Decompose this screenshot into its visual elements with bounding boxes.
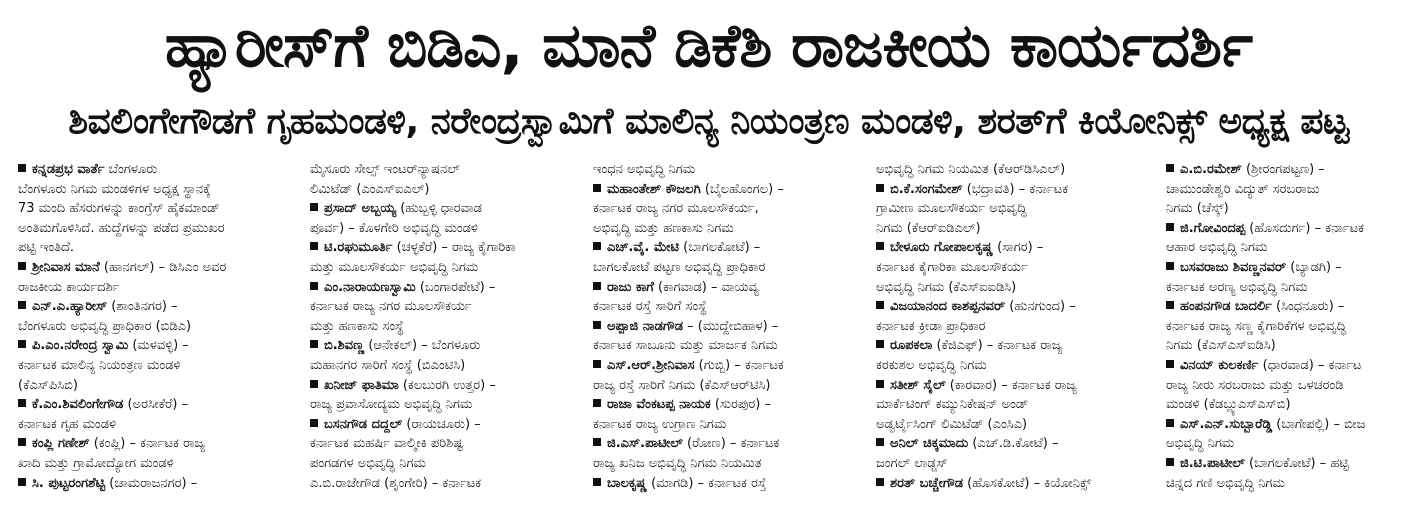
appointment-entry bbox=[876, 376, 1146, 435]
bullet-icon bbox=[593, 282, 601, 290]
appointment-text-line: ಲಿಮಿಟೆಡ್ (ಎಂಎಸ್‌ಐಎಲ್) bbox=[310, 181, 430, 197]
appointment-entry bbox=[1166, 356, 1416, 415]
appointee-detail: (ಬೈಲಹೊಂಗಲ) – bbox=[700, 181, 784, 197]
appointment-text-line: ಕರ್ನಾಟಕ ರಸ್ತೆ ಸಾರಿಗೆ ಸಂಸ್ಥೆ bbox=[593, 299, 707, 315]
bullet-icon bbox=[593, 360, 601, 368]
bullet-icon bbox=[310, 242, 318, 250]
appointment-entry bbox=[1166, 219, 1416, 258]
bullet-icon bbox=[18, 262, 26, 270]
appointment-entry bbox=[1166, 160, 1416, 219]
appointment-entry bbox=[18, 297, 293, 336]
bullet-icon bbox=[876, 438, 884, 446]
appointment-continuation bbox=[310, 474, 570, 494]
dateline-name: ಕನ್ನಡಪ್ರಭ ವಾರ್ತೆ bbox=[32, 162, 105, 177]
bullet-icon bbox=[310, 282, 318, 290]
article-body bbox=[18, 160, 1413, 529]
appointment-entry bbox=[1166, 454, 1416, 493]
bullet-icon bbox=[1166, 262, 1174, 270]
appointment-entry bbox=[593, 180, 853, 239]
appointee-name: ಕಂಪ್ಲಿ ಗಣೇಶ್ bbox=[32, 436, 90, 452]
appointee-name: ಅಪ್ಪಾಜಿ ನಾಡಗೌಡ bbox=[607, 318, 683, 334]
bullet-icon bbox=[1166, 301, 1174, 309]
appointment-entry bbox=[1166, 258, 1416, 297]
bullet-icon bbox=[876, 242, 884, 250]
column-3 bbox=[593, 160, 853, 529]
appointment-entry bbox=[593, 474, 853, 494]
appointment-entry bbox=[310, 336, 570, 375]
column-5 bbox=[1166, 160, 1416, 529]
appointment-text-line: ಮಂಡಳಿ (ಕೆಡಬ್ಲ್ಯುಎಸ್‌ಎಸ್‌ಬಿ) bbox=[1166, 397, 1291, 413]
bullet-icon bbox=[18, 399, 26, 407]
appointee-detail: (ಹುಬ್ಬಳ್ಳಿ ಧಾರವಾಡ bbox=[396, 201, 482, 217]
appointee-name: ಎ.ಬಿ.ರಮೇಶ್ bbox=[1180, 162, 1242, 177]
appointment-entry bbox=[876, 336, 1146, 375]
appointee-name: ರಾಜು ಕಾಗೆ bbox=[607, 279, 654, 295]
appointment-text-line: ಕರ್ನಾಟಕ ರಾಜ್ಯ ನಗರ ಮೂಲಸೌಕರ್ಯ, bbox=[593, 201, 759, 217]
bullet-icon bbox=[1166, 164, 1174, 172]
appointment-entry bbox=[593, 317, 853, 356]
bullet-icon bbox=[310, 419, 318, 427]
appointment-text-line: ಪೂರ್ವ) – ಕೊಳಗೇರಿ ಅಭಿವೃದ್ಧಿ ಮಂಡಳಿ bbox=[310, 220, 479, 236]
appointment-entry bbox=[310, 278, 570, 337]
appointment-text-line: ಗ್ರಾಮೀಣ ಮೂಲಸೌಕರ್ಯ ಅಭಿವೃದ್ಧಿ bbox=[876, 201, 1027, 217]
column-4 bbox=[876, 160, 1146, 529]
appointee-detail: (ಗುಬ್ಬಿ) – ಕರ್ನಾಟಕ bbox=[694, 357, 784, 373]
appointment-text-line: ಕರ್ನಾಟಕ ಕ್ರೀಡಾ ಪ್ರಾಧಿಕಾರ bbox=[876, 318, 986, 334]
appointee-detail: (ಮಳವಳ್ಳಿ) – bbox=[128, 338, 189, 354]
appointee-detail: (ಹೊಸದುರ್ಗ) – ಕರ್ನಾಟಕ bbox=[1245, 220, 1364, 236]
appointment-text-line: ಬಾಗಲಕೋಟೆ ಪಟ್ಟಣ ಅಭಿವೃದ್ಧಿ ಪ್ರಾಧಿಕಾರ bbox=[593, 259, 766, 275]
appointee-detail: (ಶ್ರೀರಂಗಪಟ್ಟಣ) – bbox=[1241, 162, 1325, 177]
appointee-name: ಎಸ್.ಎನ್.ಸುಬ್ಬಾರೆಡ್ಡಿ bbox=[1180, 416, 1273, 432]
appointee-detail: (ಕಾಗವಾಡ) – ವಾಯವ್ಯ bbox=[653, 279, 759, 295]
appointee-detail: (ಬಾಗಲಕೋಟೆ) – bbox=[679, 240, 761, 256]
intro-paragraph bbox=[18, 160, 293, 258]
appointment-entry bbox=[18, 474, 293, 494]
appointment-continuation bbox=[593, 160, 853, 180]
appointee-detail: (ಶಾಂತಿನಗರ) – bbox=[107, 299, 178, 315]
appointee-detail: (ಮಾಗಡಿ) – ಕರ್ನಾಟಕ ರಸ್ತೆ bbox=[646, 475, 767, 491]
appointee-name: ಬೇಳೂರು ಗೋಪಾಲಕೃಷ್ಣ bbox=[890, 240, 994, 256]
appointment-text-line: ಕರ್ನಾಟಕ ರಾಜ್ಯ ನಗರ ಮೂಲಸೌಕರ್ಯ bbox=[310, 299, 472, 315]
bullet-icon bbox=[1166, 360, 1174, 368]
bullet-icon bbox=[18, 478, 26, 486]
appointee-name: ಅನಿಲ್ ಚಿಕ್ಕಮಾದು bbox=[890, 436, 969, 452]
appointee-name: ಸತೀಶ್ ಸೈಲ್ bbox=[890, 377, 946, 393]
appointment-text-line: ಚಿನ್ನದ ಗಣಿ ಅಭಿವೃದ್ಧಿ ನಿಗಮ bbox=[1166, 475, 1285, 491]
appointee-name: ಹಂಪನಗೌಡ ಬಾದರ್ಲಿ bbox=[1180, 299, 1272, 315]
bullet-icon bbox=[876, 478, 884, 486]
appointment-text-line: ನಿಗಮ (ಕೆಆರ್‌ಐಡಿಎಲ್) bbox=[876, 220, 981, 236]
appointee-detail: (ಸುರಪುರ) – bbox=[710, 397, 772, 413]
appointee-detail: (ಕಂಪ್ಲಿ) – ಕರ್ನಾಟಕ ರಾಜ್ಯ bbox=[89, 436, 205, 452]
appointee-name: ವಿಜಯಾನಂದ ಕಾಶಪ್ಪನವರ್ bbox=[890, 299, 1006, 315]
appointment-text-line: ಕರ್ನಾಟಕ ಕೈಗಾರಿಕಾ ಮೂಲಸೌಕರ್ಯ bbox=[876, 259, 1028, 275]
bullet-icon bbox=[593, 399, 601, 407]
intro-line: ಪಟ್ಟಿ ಇಂತಿದೆ. bbox=[18, 240, 75, 256]
subheadline: ಶಿವಲಿಂಗೇಗೌಡಗೆ ಗೃಹಮಂಡಳಿ, ನರೇಂದ್ರಸ್ವಾಮಿಗೆ ಮಾಲಿನ್ಯ ನಿಯಂತ್ರಣ ಮಂಡಳಿ, ಶರತ್‌ಗೆ ಕಿಯೋನಿಕ್ಸ್ ಅಧ್ಯಕ್ಷ ಪಟ್ಟ bbox=[68, 101, 1349, 142]
appointee-name: ಎಸ್.ಆರ್.ಶ್ರೀನಿವಾಸ bbox=[607, 357, 695, 373]
dateline-place: ಬೆಂಗಳೂರು bbox=[104, 162, 158, 177]
appointment-text-line: ನಿಗಮ (ಚೆಸ್ಕ್) bbox=[1166, 201, 1229, 217]
appointment-text-line: ಕರ್ನಾಟಕ ಮಹರ್ಷಿ ವಾಲ್ಮೀಕಿ ಪರಿಶಿಷ್ಟ bbox=[310, 436, 463, 452]
appointee-name: ಎಚ್.ವೈ. ಮೇಟಿ bbox=[607, 240, 680, 256]
bullet-icon bbox=[310, 203, 318, 211]
appointment-entry bbox=[310, 199, 570, 238]
bullet-icon bbox=[18, 301, 26, 309]
column-2 bbox=[310, 160, 570, 529]
appointee-name: ಶರತ್ ಬಚ್ಚೇಗೌಡ bbox=[890, 475, 964, 491]
appointee-detail: (ಬಾಗೇಪಲ್ಲಿ) – ಬೀಜ bbox=[1272, 416, 1366, 432]
appointment-text-line: ಕರ್ನಾಟಕ ಸಾಬೂನು ಮತ್ತು ಮಾರ್ಜಕ ನಿಗಮ bbox=[593, 338, 778, 354]
appointee-name: ಪಿ.ಎಂ.ನರೇಂದ್ರ ಸ್ವಾಮಿ bbox=[32, 338, 129, 354]
appointment-text-line: ಇಂಧನ ಅಭಿವೃದ್ಧಿ ನಿಗಮ bbox=[593, 162, 696, 177]
appointee-name: ಪ್ರಸಾದ್ ಅಬ್ಬಯ್ಯ bbox=[324, 201, 397, 217]
appointee-detail: (ಬಂಗಾರಪೇಟೆ) – bbox=[415, 279, 496, 295]
appointment-text-line: ಕರಕುಶಲ ಅಭಿವೃದ್ಧಿ ನಿಗಮ bbox=[876, 357, 987, 373]
appointee-detail: (ಭದ್ರಾವತಿ) – ಕರ್ನಾಟಕ bbox=[962, 181, 1069, 197]
appointee-detail: (ಅರಸೀಕೆರೆ) – bbox=[123, 397, 189, 413]
headline: ಹ್ಯಾರೀಸ್‌ಗೆ ಬಿಡಿಎ, ಮಾನೆ ಡಿಕೆಶಿ ರಾಜಕೀಯ ಕಾರ್ಯದರ್ಶಿ bbox=[164, 11, 1253, 81]
appointee-name: ಸಿ. ಪುಟ್ಟರಂಗಶೆಟ್ಟಿ bbox=[32, 475, 106, 491]
appointment-text-line: ಮಹಾನಗರ ಸಾರಿಗೆ ಸಂಸ್ಥೆ (ಬಿಎಂಟಿಸಿ) bbox=[310, 357, 466, 373]
appointee-detail: (ರೋಣ) – ಕರ್ನಾಟಕ bbox=[682, 436, 780, 452]
appointment-entry bbox=[310, 376, 570, 415]
appointee-name: ಜಿ.ಗೋವಿಂದಪ್ಪ bbox=[1180, 220, 1246, 236]
appointee-detail: (ಚಾಮರಾಜನಗರ) – bbox=[105, 475, 198, 491]
appointment-text-line: (ಕೆಎಸ್‌ಪಿಸಿಬಿ) bbox=[18, 377, 78, 393]
appointment-text-line: ಕರ್ನಾಟಕ ಗೃಹ ಮಂಡಳಿ bbox=[18, 416, 117, 432]
appointee-name: ಖನೀಜ್ ಫಾತಿಮಾ bbox=[324, 377, 399, 393]
appointment-entry bbox=[876, 474, 1146, 494]
appointment-entry bbox=[310, 415, 570, 474]
appointment-entry bbox=[593, 278, 853, 317]
appointment-entry bbox=[593, 395, 853, 434]
appointee-name: ಎಂ.ನಾರಾಯಣಸ್ವಾಮಿ bbox=[324, 279, 416, 295]
bullet-icon bbox=[18, 438, 26, 446]
appointment-text-line: ನಿಗಮ (ಕೆಎಸ್‌ಎಸ್‌ಐಡಿಸಿ) bbox=[1166, 338, 1276, 354]
appointee-detail: (ಕೆಜಿಎಫ್) – ಕರ್ನಾಟಕ ರಾಜ್ಯ bbox=[932, 338, 1063, 354]
appointment-text-line: ಆಹಾರ ಅಭಿವೃದ್ಧಿ ನಿಗಮ bbox=[1166, 240, 1268, 256]
bullet-icon bbox=[1166, 458, 1174, 466]
bullet-icon bbox=[1166, 223, 1174, 231]
bullet-icon bbox=[18, 340, 26, 348]
appointee-name: ರೂಪಕಲಾ bbox=[890, 338, 933, 354]
appointee-name: ಜಿ.ಟಿ.ಪಾಟೀಲ್ bbox=[1180, 455, 1245, 471]
appointee-detail: (ಎಚ್.ಡಿ.ಕೋಟೆ) – bbox=[968, 436, 1059, 452]
appointment-entry bbox=[18, 336, 293, 395]
appointee-detail: (ಸಿಂಧನೂರು) – bbox=[1271, 299, 1345, 315]
appointee-detail: (ಕಾರವಾರ) – ಕರ್ನಾಟಕ ರಾಜ್ಯ bbox=[945, 377, 1077, 393]
appointee-detail: – (ಮುದ್ದೇಬಿಹಾಳ) – bbox=[683, 318, 779, 334]
appointee-detail: (ಹೊಸಕೋಟೆ) – ಕಿಯೋನಿಕ್ಸ್ bbox=[963, 475, 1092, 491]
appointment-entry bbox=[18, 434, 293, 473]
bullet-icon bbox=[593, 438, 601, 446]
appointment-text-line: ರಾಜ್ಯ ನೀರು ಸರಬರಾಜು ಮತ್ತು ಒಳಚರಂಡಿ bbox=[1166, 377, 1344, 393]
appointment-entry bbox=[18, 258, 293, 297]
appointee-detail: (ಆನೇಕಲ್) – ಬೆಂಗಳೂರು bbox=[364, 338, 481, 354]
appointment-text-line: ಕರ್ನಾಟಕ ಅರಣ್ಯ ಅಭಿವೃದ್ಧಿ ನಿಗಮ bbox=[1166, 279, 1308, 295]
appointment-entry bbox=[593, 238, 853, 277]
appointment-text-line: ಮೈಸೂರು ಸೇಲ್ಸ್ ಇಂಟರ್‌ನ್ಯಾಷನಲ್ bbox=[310, 162, 460, 177]
appointment-entry bbox=[18, 395, 293, 434]
bullet-icon bbox=[876, 184, 884, 192]
appointee-name: ಜಿ.ಎಸ್.ಪಾಟೀಲ್ bbox=[607, 436, 683, 452]
appointee-name: ಟಿ.ರಘುಮೂರ್ತಿ bbox=[324, 240, 393, 256]
appointment-text-line: ರಾಜಕೀಯ ಕಾರ್ಯದರ್ಶಿ bbox=[18, 279, 120, 295]
appointment-continuation bbox=[876, 160, 1146, 180]
appointment-text-line: ಮತ್ತು ಮೂಲಸೌಕರ್ಯ ಅಭಿವೃದ್ಧಿ ನಿಗಮ bbox=[310, 259, 479, 275]
appointee-detail: (ಚಳ್ಳಕೆರೆ) – ರಾಜ್ಯ ಕೈಗಾರಿಕಾ bbox=[392, 240, 516, 256]
appointee-detail: (ಬಾಗಲಕೋಟೆ) – ಹಟ್ಟಿ bbox=[1244, 455, 1349, 471]
appointee-detail: (ಹುನಗುಂದ) – bbox=[1005, 299, 1076, 315]
bullet-icon bbox=[593, 184, 601, 192]
appointment-text-line: ಜಂಗಲ್ ಲಾಡ್ಜಸ್ bbox=[876, 455, 948, 471]
appointment-text-line: ಕರ್ನಾಟಕ ರಾಜ್ಯ ಸಣ್ಣ ಕೈಗಾರಿಕೆಗಳ ಅಭಿವೃದ್ಧಿ bbox=[1166, 318, 1347, 334]
appointment-entry bbox=[876, 297, 1146, 336]
appointment-text-line: ಮಾರ್ಕೆಟಿಂಗ್ ಕಮ್ಯುನಿಕೇಷನ್ ಅಂಡ್ bbox=[876, 397, 1029, 413]
appointment-entry bbox=[876, 180, 1146, 239]
appointee-detail: (ಬ್ಯಾಡಗಿ) – bbox=[1286, 259, 1342, 275]
appointment-text-line: ರಾಜ್ಯ ರಸ್ತೆ ಸಾರಿಗೆ ನಿಗಮ (ಕೆಎಸ್ಆರ್‌ಟಿಸಿ) bbox=[593, 377, 771, 393]
appointment-text-line: ಖಾದಿ ಮತ್ತು ಗ್ರಾಮೋದ್ಯೋಗ ಮಂಡಳಿ bbox=[18, 455, 174, 471]
appointee-name: ಬಾಲಕೃಷ್ಣ bbox=[607, 475, 647, 491]
appointee-detail: (ಹಾನಗಲ್) – ಡಿಸಿಎಂ ಅವರ bbox=[99, 259, 227, 275]
appointee-name: ಬಿ.ಶಿವಣ್ಣ bbox=[324, 338, 365, 354]
appointee-name: ಬಸವರಾಜು ಶಿವಣ್ಣನವರ್ bbox=[1180, 259, 1287, 275]
appointee-name: ಬಸನಗೌಡ ದದ್ದಲ್ bbox=[324, 416, 403, 432]
bullet-icon bbox=[593, 242, 601, 250]
appointment-text-line: ರಾಜ್ಯ ಪ್ರವಾಸೋದ್ಯಮ ಅಭಿವೃದ್ಧಿ ನಿಗಮ bbox=[310, 397, 473, 413]
appointment-text-line: ಮತ್ತು ಹಣಕಾಸು ಸಂಸ್ಥೆ bbox=[310, 318, 404, 334]
appointment-entry bbox=[1166, 297, 1416, 356]
appointment-text-line: ಅಡ್ವರ್ಟೈಸಿಂಗ್ ಲಿಮಿಟೆಡ್ (ಎಂಸಿಎ) bbox=[876, 416, 1028, 432]
appointment-text-line: ಚಾಮುಂಡೇಶ್ವರಿ ವಿದ್ಯುತ್ ಸರಬರಾಜು bbox=[1166, 181, 1320, 197]
appointee-detail: (ಕಲಬುರಗಿ ಉತ್ತರ) – bbox=[398, 377, 496, 393]
bullet-icon bbox=[593, 321, 601, 329]
appointment-text-line: ಅಭಿವೃದ್ಧಿ ನಿಗಮ ನಿಯಮಿತ (ಕೆಆರ್‌ಡಿಸಿಎಲ್) bbox=[876, 162, 1066, 177]
appointee-name: ಕೆ.ಎಂ.ಶಿವಲಿಂಗೇಗೌಡ bbox=[32, 397, 124, 413]
intro-line: ಬೆಂಗಳೂರು ನಿಗಮ ಮಂಡಳಿಗಳ ಅಧ್ಯಕ್ಷ ಸ್ಥಾನಕ್ಕೆ bbox=[18, 181, 211, 197]
intro-line: ಅಂತಿಮಗೊಳಿಸಿದೆ. ಹುದ್ದೆಗಳನ್ನು ಪಡೆದ ಪ್ರಮುಖರ bbox=[18, 220, 225, 236]
appointment-text-line: ಅಭಿವೃದ್ಧಿ ನಿಗಮ bbox=[1166, 436, 1235, 452]
bullet-icon bbox=[1166, 419, 1174, 427]
appointment-entry bbox=[593, 356, 853, 395]
bullet-icon bbox=[593, 478, 601, 486]
appointee-name: ವಿನಯ್ ಕುಲಕರ್ಣಿ bbox=[1180, 357, 1259, 373]
appointee-name: ಮಹಾಂತೇಶ್ ಕೌಜಲಗಿ bbox=[607, 181, 701, 197]
column-1 bbox=[18, 160, 293, 529]
appointee-name: ಶ್ರೀನಿವಾಸ ಮಾನೆ bbox=[32, 259, 100, 275]
appointee-detail: (ಸಾಗರ) – bbox=[993, 240, 1044, 256]
appointee-detail: (ಧಾರವಾಡ) – ಕರ್ನಾಟ bbox=[1258, 357, 1362, 373]
bullet-icon bbox=[876, 380, 884, 388]
appointment-text-line: ಕರ್ನಾಟಕ ರಾಜ್ಯ ಉಗ್ರಾಣ ನಿಗಮ bbox=[593, 416, 727, 432]
appointment-text-line: ರಾಜ್ಯ ಖನಿಜ ಅಭಿವೃದ್ಧಿ ನಿಗಮ ನಿಯಮಿತ bbox=[593, 455, 762, 471]
appointment-text-line: ಎ.ಬಿ.ರಾಜೇಗೌಡ (ಶೃಂಗೇರಿ) – ಕರ್ನಾಟಕ bbox=[310, 475, 482, 491]
appointment-entry bbox=[593, 434, 853, 473]
appointment-entry bbox=[876, 238, 1146, 297]
appointment-entry bbox=[310, 238, 570, 277]
appointee-name: ಬಿ.ಕೆ.ಸಂಗಮೇಶ್ bbox=[890, 181, 963, 197]
bullet-icon bbox=[876, 301, 884, 309]
appointee-name: ಎನ್.ಎ.ಹ್ಯಾರೀಸ್ bbox=[32, 299, 108, 315]
appointee-detail: (ರಾಯಚೂರು) – bbox=[402, 416, 481, 432]
appointment-text-line: ಅಭಿವೃದ್ಧಿ ನಿಗಮ (ಕೆಎಸ್‌ಐಐಡಿಸಿ) bbox=[876, 279, 1017, 295]
bullet-icon bbox=[310, 380, 318, 388]
intro-line: 73 ಮಂದಿ ಹೆಸರುಗಳನ್ನು ಕಾಂಗ್ರೆಸ್ ಹೈಕಮಾಂಡ್ bbox=[18, 201, 220, 217]
appointment-text-line: ಅಭಿವೃದ್ಧಿ ಮತ್ತು ಹಣಕಾಸು ನಿಗಮ bbox=[593, 220, 734, 236]
appointment-entry bbox=[1166, 415, 1416, 454]
appointment-text-line: ಕರ್ನಾಟಕ ಮಾಲಿನ್ಯ ನಿಯಂತ್ರಣ ಮಂಡಳಿ bbox=[18, 357, 181, 373]
bullet-icon bbox=[876, 340, 884, 348]
bullet-icon bbox=[310, 340, 318, 348]
appointment-text-line: ಬೆಂಗಳೂರು ಅಭಿವೃದ್ಧಿ ಪ್ರಾಧಿಕಾರ (ಬಿಡಿಎ) bbox=[18, 318, 192, 334]
appointment-continuation bbox=[310, 160, 570, 199]
appointee-name: ರಾಜಾ ವೆಂಕಟಪ್ಪ ನಾಯಕ bbox=[607, 397, 711, 413]
appointment-entry bbox=[876, 434, 1146, 473]
bullet-icon bbox=[18, 164, 26, 172]
appointment-text-line: ಪಂಗಡಗಳ ಅಭಿವೃದ್ಧಿ ನಿಗಮ bbox=[310, 455, 426, 471]
